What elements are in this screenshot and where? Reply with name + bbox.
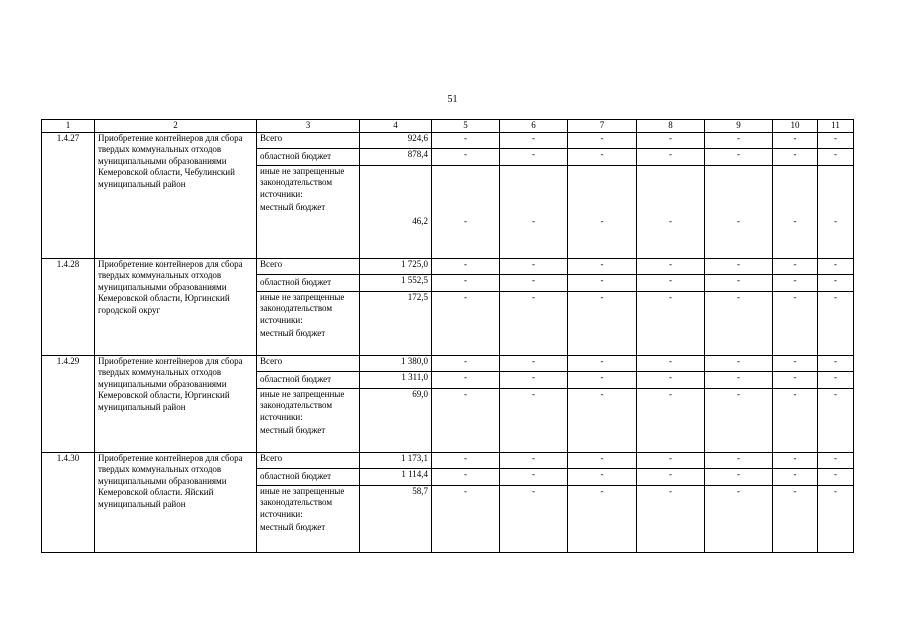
empty-value-cell: -: [818, 291, 854, 355]
source-other-label: иные не запрещенные законодательством источники:: [260, 165, 345, 199]
empty-value-cell: -: [500, 148, 568, 165]
empty-value-cell: -: [568, 291, 637, 355]
empty-value-cell: -: [637, 132, 705, 148]
empty-value-cell: -: [773, 274, 818, 291]
regional-value: 878,4: [360, 148, 432, 165]
item-name: Приобретение контейнеров для сбора твердых коммунальных отходов муниципальными образованиями Кемеровской области, Юргинский муниципальный район: [95, 355, 257, 452]
header-cell: 9: [705, 120, 773, 133]
empty-value-cell: -: [705, 165, 773, 258]
header-cell: 5: [432, 120, 500, 133]
empty-value-cell: -: [705, 468, 773, 485]
empty-value-cell: -: [705, 452, 773, 468]
empty-value-cell: -: [500, 371, 568, 388]
empty-value-cell: -: [818, 258, 854, 274]
empty-value-cell: -: [637, 452, 705, 468]
regional-value: 1 114,4: [360, 468, 432, 485]
empty-value-cell: -: [705, 258, 773, 274]
source-other-label: иные не запрещенные законодательством источники:: [260, 485, 345, 519]
empty-value-cell: -: [705, 485, 773, 552]
empty-value-cell: -: [818, 274, 854, 291]
source-total-label: Всего: [257, 258, 360, 274]
empty-value-cell: -: [432, 468, 500, 485]
empty-value-cell: -: [773, 388, 818, 452]
empty-value-cell: -: [432, 388, 500, 452]
source-total-label: Всего: [257, 355, 360, 371]
source-other-cell: [257, 165, 360, 258]
empty-value-cell: -: [637, 291, 705, 355]
header-cell: 11: [818, 120, 854, 133]
empty-value-cell: -: [818, 165, 854, 258]
empty-value-cell: -: [637, 258, 705, 274]
empty-value-cell: -: [637, 148, 705, 165]
source-regional-label: областной бюджет: [257, 371, 360, 388]
item-number: 1.4.29: [42, 355, 95, 452]
empty-value-cell: -: [568, 371, 637, 388]
source-total-label: Всего: [257, 132, 360, 148]
empty-value-cell: -: [773, 132, 818, 148]
empty-value-cell: -: [568, 388, 637, 452]
page-number: 51: [447, 94, 458, 105]
header-cell: 7: [568, 120, 637, 133]
empty-value-cell: -: [637, 355, 705, 371]
source-regional-label: областной бюджет: [257, 148, 360, 165]
empty-value-cell: -: [637, 388, 705, 452]
source-local-label: местный бюджет: [260, 202, 326, 212]
item-number: 1.4.28: [42, 258, 95, 355]
empty-value-cell: -: [500, 485, 568, 552]
empty-value-cell: -: [500, 274, 568, 291]
source-other-cell: [257, 291, 360, 355]
total-value: 1 173,1: [360, 452, 432, 468]
source-other-label: иные не запрещенные законодательством источники:: [260, 388, 345, 422]
source-other-label: иные не запрещенные законодательством источники:: [260, 291, 345, 325]
table-row: [42, 452, 854, 468]
empty-value-cell: -: [568, 274, 637, 291]
empty-value-cell: -: [773, 355, 818, 371]
empty-value-cell: -: [500, 388, 568, 452]
empty-value-cell: -: [705, 148, 773, 165]
item-name: Приобретение контейнеров для сбора твердых коммунальных отходов муниципальными образованиями Кемеровской области. Яйский муниципальный район: [95, 452, 257, 552]
empty-value-cell: -: [773, 291, 818, 355]
empty-value-cell: -: [705, 274, 773, 291]
empty-value-cell: -: [500, 165, 568, 258]
empty-value-cell: -: [432, 371, 500, 388]
total-value: 924,6: [360, 132, 432, 148]
empty-value-cell: -: [568, 485, 637, 552]
regional-value: 1 552,5: [360, 274, 432, 291]
empty-value-cell: -: [568, 165, 637, 258]
empty-value-cell: -: [705, 355, 773, 371]
table-row: [42, 355, 854, 371]
budget-table: [41, 119, 854, 553]
empty-value-cell: -: [568, 452, 637, 468]
empty-value-cell: -: [432, 258, 500, 274]
empty-value-cell: -: [818, 132, 854, 148]
empty-value-cell: -: [818, 371, 854, 388]
empty-value-cell: -: [432, 148, 500, 165]
empty-value-cell: -: [637, 485, 705, 552]
header-cell: 4: [360, 120, 432, 133]
empty-value-cell: -: [637, 371, 705, 388]
empty-value-cell: -: [637, 274, 705, 291]
source-total-label: Всего: [257, 452, 360, 468]
local-value: 69,0: [360, 388, 432, 452]
header-cell: 2: [95, 120, 257, 133]
empty-value-cell: -: [818, 485, 854, 552]
empty-value-cell: -: [568, 258, 637, 274]
empty-value-cell: -: [637, 468, 705, 485]
empty-value-cell: -: [432, 485, 500, 552]
header-cell: 6: [500, 120, 568, 133]
item-number: 1.4.27: [42, 132, 95, 258]
empty-value-cell: -: [568, 468, 637, 485]
empty-value-cell: -: [500, 355, 568, 371]
source-regional-label: областной бюджет: [257, 274, 360, 291]
header-cell: 10: [773, 120, 818, 133]
item-name: Приобретение контейнеров для сбора твердых коммунальных отходов муниципальными образованиями Кемеровской области, Юргинский городской округ: [95, 258, 257, 355]
empty-value-cell: -: [705, 132, 773, 148]
empty-value-cell: -: [500, 132, 568, 148]
header-cell: 8: [637, 120, 705, 133]
empty-value-cell: -: [773, 148, 818, 165]
empty-value-cell: -: [773, 371, 818, 388]
empty-value-cell: -: [432, 452, 500, 468]
empty-value-cell: -: [432, 165, 500, 258]
local-value: 46,2: [360, 165, 432, 258]
empty-value-cell: -: [818, 148, 854, 165]
empty-value-cell: -: [432, 132, 500, 148]
empty-value-cell: -: [773, 485, 818, 552]
empty-value-cell: -: [500, 452, 568, 468]
empty-value-cell: -: [818, 355, 854, 371]
empty-value-cell: -: [432, 274, 500, 291]
header-row: [42, 120, 854, 133]
empty-value-cell: -: [773, 165, 818, 258]
source-other-cell: [257, 485, 360, 552]
empty-value-cell: -: [637, 165, 705, 258]
total-value: 1 380,0: [360, 355, 432, 371]
source-regional-label: областной бюджет: [257, 468, 360, 485]
empty-value-cell: -: [705, 291, 773, 355]
empty-value-cell: -: [818, 388, 854, 452]
empty-value-cell: -: [500, 258, 568, 274]
empty-value-cell: -: [705, 371, 773, 388]
empty-value-cell: -: [500, 468, 568, 485]
local-value: 58,7: [360, 485, 432, 552]
empty-value-cell: -: [818, 468, 854, 485]
empty-value-cell: -: [432, 291, 500, 355]
total-value: 1 725,0: [360, 258, 432, 274]
item-number: 1.4.30: [42, 452, 95, 552]
table-row: [42, 132, 854, 148]
header-cell: 1: [42, 120, 95, 133]
source-local-label: местный бюджет: [260, 328, 326, 338]
empty-value-cell: -: [773, 258, 818, 274]
table-row: [42, 258, 854, 274]
empty-value-cell: -: [568, 132, 637, 148]
regional-value: 1 311,0: [360, 371, 432, 388]
local-value: 172,5: [360, 291, 432, 355]
source-local-label: местный бюджет: [260, 522, 326, 532]
empty-value-cell: -: [705, 388, 773, 452]
item-name: Приобретение контейнеров для сбора твердых коммунальных отходов муниципальными образованиями Кемеровской области, Чебулинский муниципальный район: [95, 132, 257, 258]
empty-value-cell: -: [432, 355, 500, 371]
empty-value-cell: -: [773, 468, 818, 485]
empty-value-cell: -: [500, 291, 568, 355]
source-other-cell: [257, 388, 360, 452]
empty-value-cell: -: [568, 148, 637, 165]
header-cell: 3: [257, 120, 360, 133]
source-local-label: местный бюджет: [260, 425, 326, 435]
empty-value-cell: -: [773, 452, 818, 468]
empty-value-cell: -: [568, 355, 637, 371]
empty-value-cell: -: [818, 452, 854, 468]
